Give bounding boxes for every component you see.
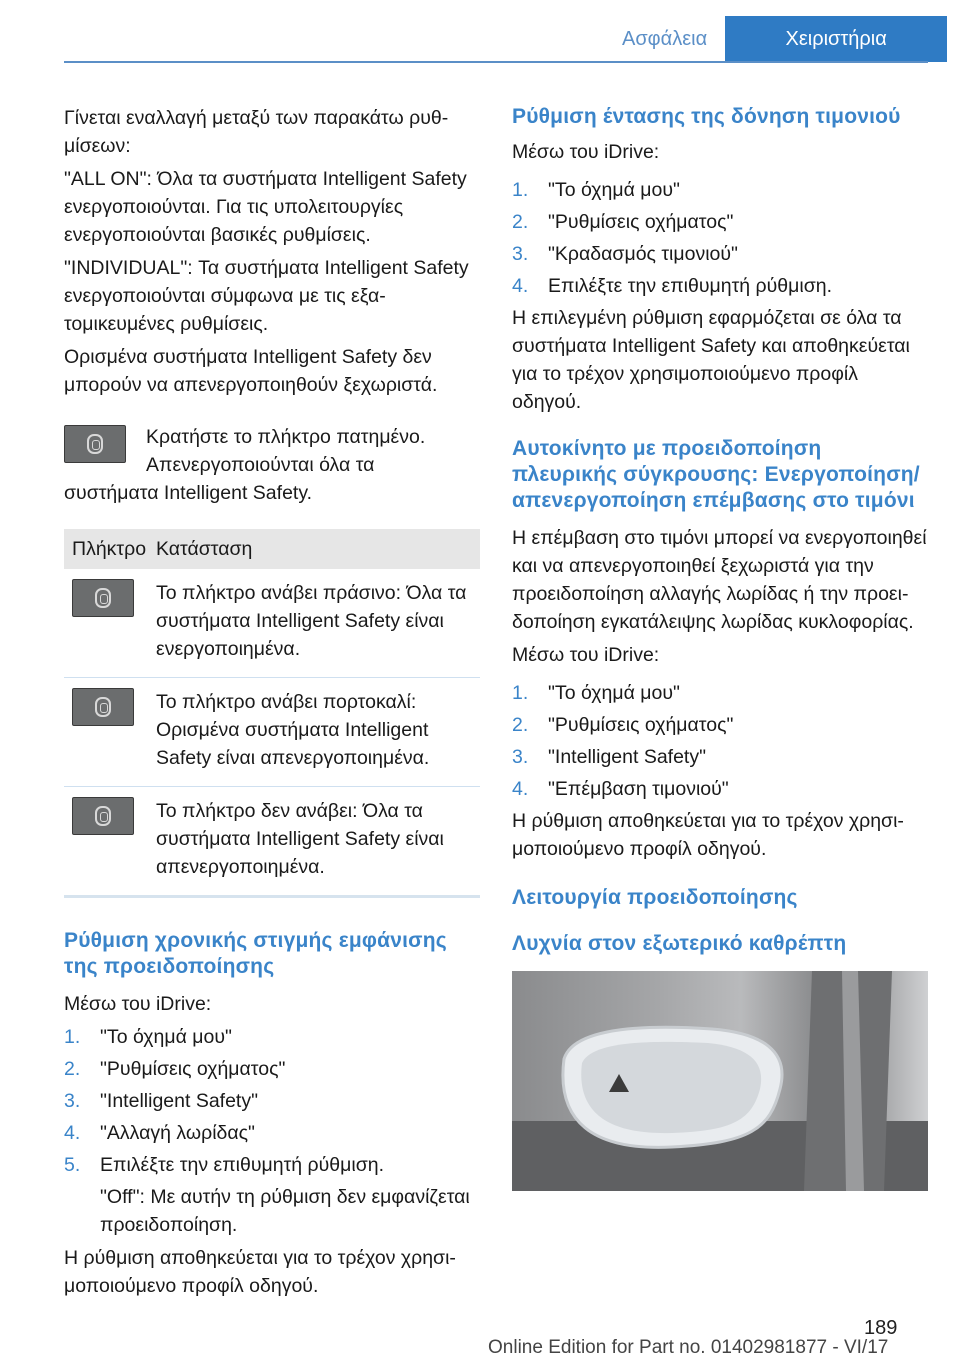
list-item: 2. "Ρυθμίσεις οχήματος" — [512, 211, 734, 233]
list-item: 4. Επιλέξτε την επιθυμητή ρύθμιση. — [512, 275, 832, 297]
safety-button-icon — [72, 579, 134, 617]
list-item: 5. Επιλέξτε την επιθυμητή ρύθμιση. — [64, 1154, 384, 1176]
state-text: Το πλήκτρο ανάβει πορτοκαλί: Ορισμένα συστήματα Intelligent Safety είναι απενεργοποιημένα. — [156, 678, 480, 787]
list-item: 1. "Το όχημά μου" — [64, 1026, 232, 1048]
hold-line-3: συστήματα Intelligent Safety. — [64, 482, 313, 504]
hold-line-2: Απενεργοποιούνται όλα τα — [146, 454, 375, 476]
right-column — [512, 104, 928, 1191]
steps-list — [512, 176, 928, 300]
saved-note: Η ρύθμιση αποθηκεύεται για το τρέχον χρησιμοποιούμενο προφίλ οδηγού. — [64, 1247, 456, 1297]
list-item: 4. "Αλλαγή λωρίδας" — [64, 1122, 255, 1144]
list-item: 3. "Intelligent Safety" — [512, 746, 707, 768]
edition-note: Online Edition for Part no. 01402981877 - VI/17 — [488, 1337, 889, 1358]
hold-line-1: Κρατήστε το πλήκτρο πατημένο. — [146, 426, 426, 448]
section-title-warning-function: Λειτουργία προειδοποίησης — [512, 886, 798, 909]
safety-button-icon — [64, 425, 126, 463]
header-divider — [64, 61, 928, 63]
table-row — [64, 569, 480, 678]
section-tab[interactable]: Ασφάλεια — [604, 16, 725, 62]
paragraph-intervention: Η επέμβαση στο τιμόνι μπορεί να ενεργοποιηθεί και να απενεργοποιηθεί ξεχωριστά για την προειδοποίηση αλλαγής λωρίδας ή την προειδοποίηση εγκατάλειψης λωρίδας κυκλοφορίας. — [512, 527, 927, 633]
section-title-warning-timing: Ρύθμιση χρονικής στιγμής εμφάνισης της προειδοποίησης — [64, 929, 447, 978]
left-column — [64, 104, 480, 1305]
table-row — [64, 787, 480, 897]
section-title-vibration: Ρύθμιση έντασης της δόνηση τιμονιού — [512, 105, 901, 128]
hold-instruction — [64, 423, 480, 479]
safety-button-icon — [72, 797, 134, 835]
via-idrive: Μέσω του iDrive: — [512, 644, 660, 666]
table-header-button: Πλήκτρο — [64, 529, 156, 569]
button-state-table — [64, 529, 480, 898]
list-item: 1. "Το όχημά μου" — [512, 682, 680, 704]
paragraph-individual: "INDIVIDUAL": Τα συστήματα Intelligent Safety ενεργοποιούνται σύμφωνα με τις εξατομικευμένες ρυθμίσεις. — [64, 257, 469, 335]
list-item: 1. "Το όχημά μου" — [512, 179, 680, 201]
list-item: 2. "Ρυθμίσεις οχήματος" — [512, 714, 734, 736]
section-title-steering-intervention: Αυτοκίνητο με προειδοποίηση πλευρικής σύγκρουσης: Ενεργοποίηση/απενεργοποίηση επέμβασης στο τιμόνι — [512, 437, 920, 512]
page-number: 189 — [864, 1317, 898, 1339]
section-title-mirror-light: Λυχνία στον εξωτερικό καθρέπτη — [512, 932, 847, 955]
table-row — [64, 678, 480, 787]
via-idrive: Μέσω του iDrive: — [512, 141, 660, 163]
state-text: Το πλήκτρο ανάβει πράσινο: Όλα τα συστήματα Intelligent Safety είναι ενεργοποιημένα. — [156, 569, 480, 678]
mirror-photo — [512, 971, 928, 1191]
off-note: "Off": Με αυτήν τη ρύθμιση δεν εμφανίζεται προειδοποίηση. — [100, 1186, 470, 1236]
list-item: 4. "Επέμβαση τιμονιού" — [512, 778, 729, 800]
via-idrive: Μέσω του iDrive: — [64, 993, 212, 1015]
chapter-tab[interactable]: Χειριστήρια — [725, 16, 947, 62]
paragraph-note: Ορισμένα συστήματα Intelligent Safety δεν μπορούν να απενεργοποιηθούν ξεχωριστά. — [64, 346, 438, 396]
list-item: 2. "Ρυθμίσεις οχήματος" — [64, 1058, 286, 1080]
exterior-mirror-illustration — [512, 971, 928, 1191]
state-text: Το πλήκτρο δεν ανάβει: Όλα τα συστήματα Intelligent Safety είναι απενεργοποιημένα. — [156, 787, 480, 897]
steps-list — [512, 679, 928, 803]
list-item: 3. "Intelligent Safety" — [64, 1090, 259, 1112]
saved-note: Η ρύθμιση αποθηκεύεται για το τρέχον χρησιμοποιούμενο προφίλ οδηγού. — [512, 810, 904, 860]
header-tabs — [604, 16, 947, 62]
paragraph-toggle-intro: Γίνεται εναλλαγή μεταξύ των παρακάτω ρυθμίσεων: — [64, 107, 449, 157]
paragraph-applied: Η επιλεγμένη ρύθμιση εφαρμόζεται σε όλα τα συστήματα Intelligent Safety και αποθηκεύεται για το τρέχον χρησιμοποιούμενο προφίλ οδηγού. — [512, 307, 910, 413]
table-header-state: Κατάσταση — [156, 529, 480, 569]
steps-list — [64, 1023, 480, 1179]
paragraph-all-on: "ALL ON": Όλα τα συστήματα Intelligent Safety ενεργοποιούνται. Για τις υπολειτουργίες ενεργοποιούνται βασικές ρυθμίσεις. — [64, 168, 467, 246]
list-item: 3. "Κραδασμός τιμονιού" — [512, 243, 738, 265]
safety-button-icon — [72, 688, 134, 726]
